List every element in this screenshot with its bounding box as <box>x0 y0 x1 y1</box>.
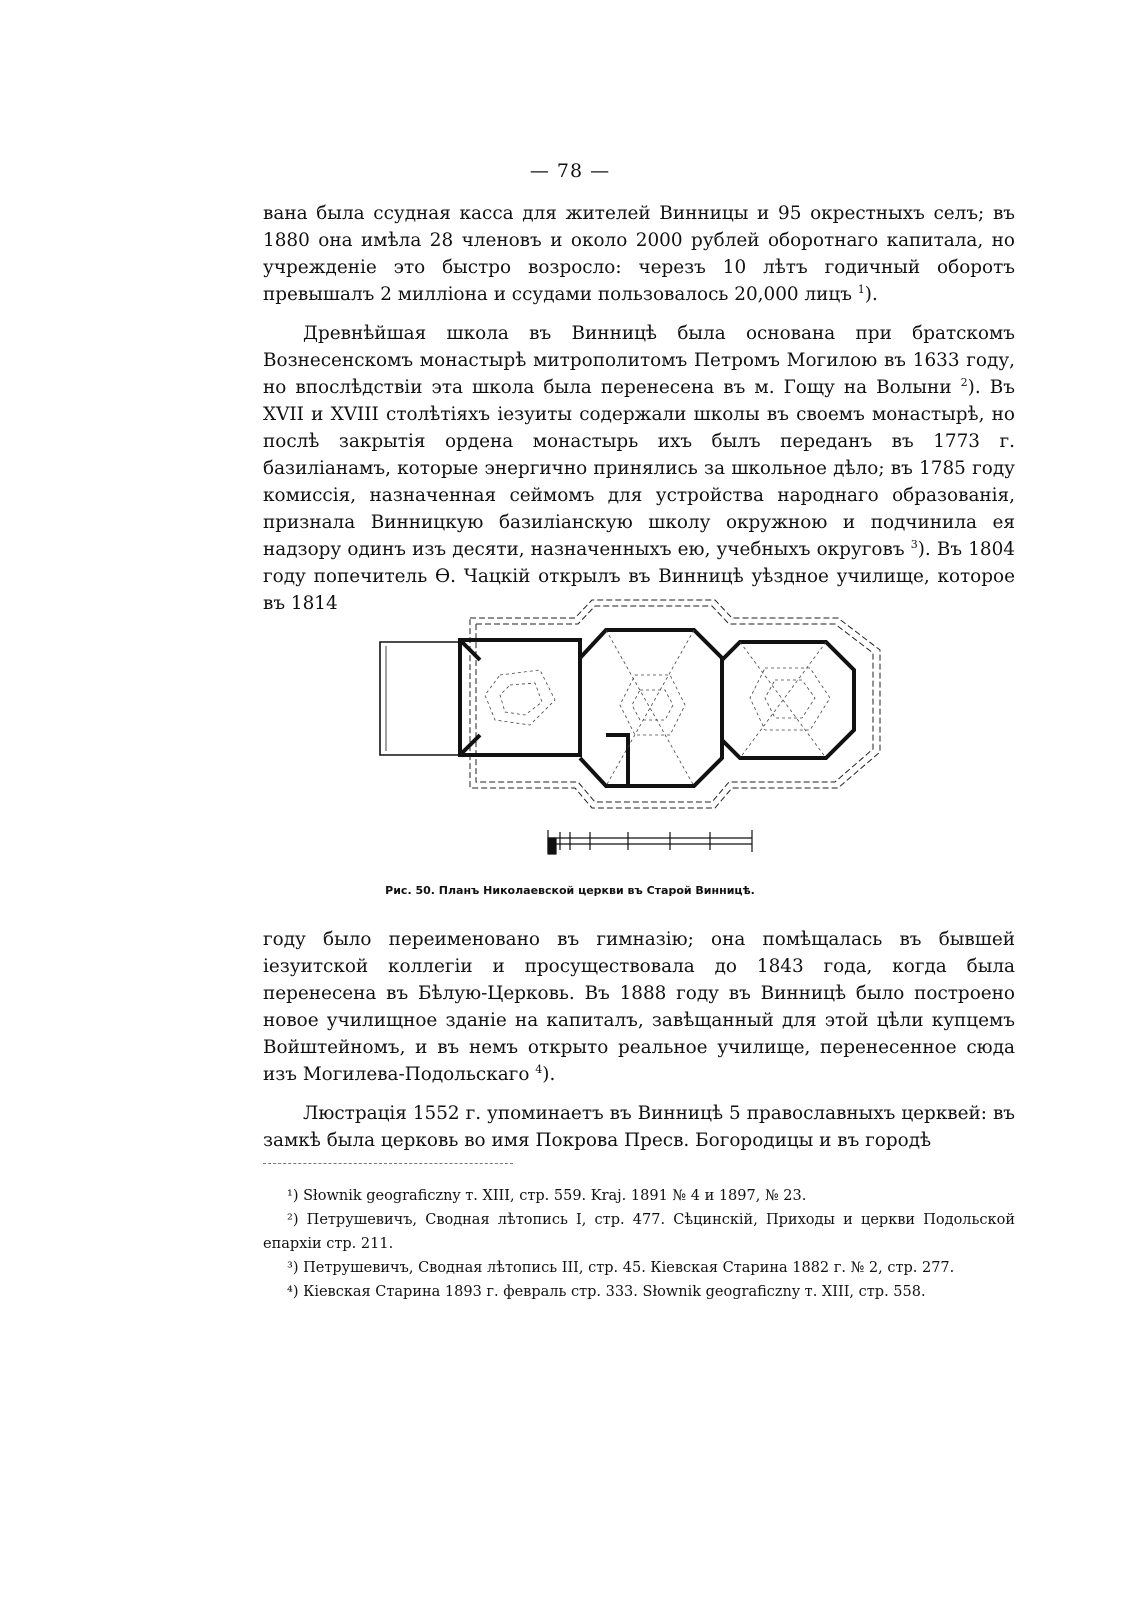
footnote-ref: 3 <box>910 537 918 551</box>
page-number: — 78 — <box>529 160 611 182</box>
paragraph-text: Древнѣйшая школа въ Винницѣ была основана при братскомъ Вознесенскомъ монастырѣ митрополитомъ Петромъ Могилою въ 1633 году, но впослѣдствіи эта школа была перенесена въ м. Гощу на Волыни <box>263 323 1015 398</box>
paragraph-schools <box>263 320 1015 617</box>
footnote-3 <box>263 1256 1015 1280</box>
footnote-marker: ⁴) <box>287 1284 299 1300</box>
paragraph-text: ). Въ 1804 году попечитель Ѳ. Чацкій открылъ въ Винницѣ уѣздное училище, которое въ 1814 <box>263 539 1016 614</box>
paragraph-text: году было переименовано въ гимназію; она помѣщалась въ бывшей іезуитской коллегіи и просуществовала до 1843 года, когда была перенесена въ Бѣлую-Церковь. Въ 1888 году въ Винницѣ было построено новое училищное зданіе на капиталъ, завѣщанный для этой цѣли купцемъ Войштейномъ, и въ немъ открыто реальное училище, перенесенное сюда изъ Могилева-Подольскаго <box>263 929 1015 1085</box>
paragraph-loan-fund <box>263 200 1015 308</box>
paragraph-lustration: Люстрація 1552 г. упоминаетъ въ Винницѣ 5 православныхъ церквей: въ замкѣ была церковь во имя Покрова Пресв. Богородицы и въ городѣ <box>263 1103 1015 1151</box>
paragraph-text-end: ). <box>864 284 878 305</box>
footnote-text: Кіевская Старина 1893 г. февраль стр. 333. Słownik geograficzny т. XIII, стр. 558. <box>303 1284 926 1300</box>
footnote-text: Петрушевичъ, Сводная лѣтопись I, стр. 477. Сѣцинскій, Приходы и церкви Подольской епархіи стр. 211. <box>263 1212 1015 1252</box>
paragraph-text-end: ). <box>542 1064 556 1085</box>
paragraph-text: вана была ссудная касса для жителей Винницы и 95 окрестныхъ селъ; въ 1880 она имѣла 28 членовъ и около 2000 рублей оборотнаго капитала, но учрежденіе это быстро возросло: черезъ 10 лѣтъ годичный оборотъ превышалъ 2 милліона и ссудами пользовалось 20,000 лицъ <box>263 203 1015 305</box>
porch <box>380 642 460 755</box>
footnotes <box>263 1184 1015 1304</box>
figure-caption: Рис. 50. Планъ Николаевской церкви въ Старой Винницѣ. <box>385 884 755 897</box>
footnote-ref: 1 <box>857 282 865 296</box>
vault-lines <box>485 630 830 786</box>
footnote-ref: 2 <box>960 375 968 389</box>
footnote-2 <box>263 1208 1015 1256</box>
footnote-marker: ¹) <box>287 1188 299 1204</box>
footnote-marker: ²) <box>287 1212 299 1228</box>
footnote-ref: 4 <box>535 1062 543 1076</box>
footnote-text: Петрушевичъ, Сводная лѣтопись III, стр. 45. Кіевская Старина 1882 г. № 2, стр. 277. <box>303 1260 955 1276</box>
church-floor-plan <box>370 580 890 880</box>
paragraph-gymnasium <box>263 926 1015 1088</box>
main-text-bottom <box>263 926 1015 1154</box>
footnote-divider <box>263 1163 513 1164</box>
church-walls <box>460 630 854 786</box>
paragraph-text: ). Въ XVII и XVIII столѣтіяхъ іезуиты содержали школы въ своемъ монастырѣ, но послѣ закрытія ордена монастырь ихъ былъ переданъ въ 1773 г. базиліанамъ, которые энергично принялись за школьное дѣло; въ 1785 году комиссія, назначенная сеймомъ для устройства народнаго образованія, признала Винницкую базиліанскую школу окружною и подчинила ея надзору одинъ изъ десяти, назначенныхъ ею, учебныхъ округовъ <box>263 377 1015 560</box>
footnote-marker: ³) <box>287 1260 299 1276</box>
footnote-text: Słownik geograficzny т. XIII, стр. 559. Kraj. 1891 № 4 и 1897, № 23. <box>303 1188 807 1204</box>
main-text-top <box>263 200 1015 617</box>
scale-bar <box>548 830 752 854</box>
footnote-1 <box>263 1184 1015 1208</box>
footnote-4 <box>263 1280 1015 1304</box>
